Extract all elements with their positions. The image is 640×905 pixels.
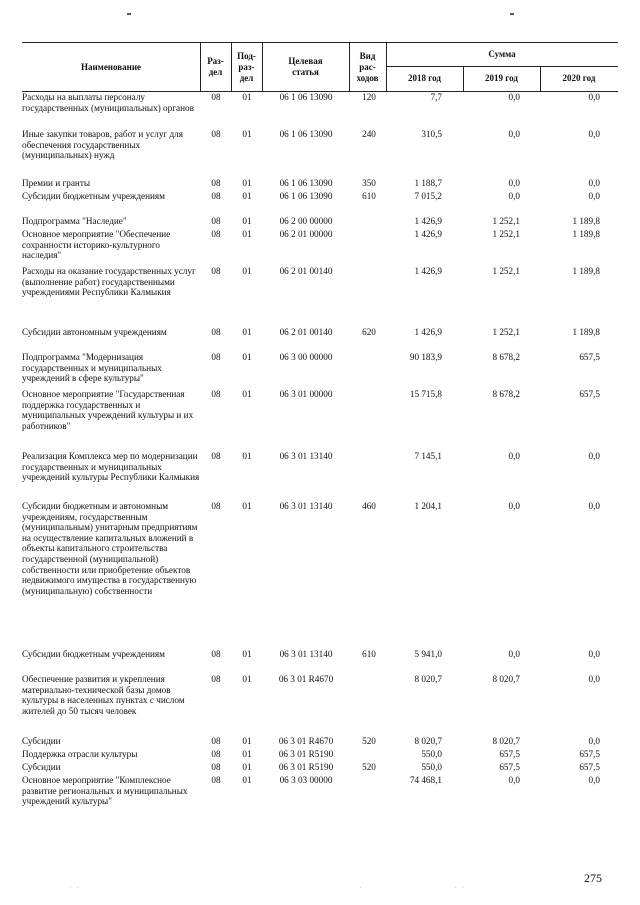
row-sum-2018: 1 204,1 — [414, 501, 442, 511]
row-expense-type: 520 — [362, 736, 376, 746]
row-section: 08 — [211, 92, 221, 102]
row-name: Субсидии бюджетным и автономным учреждениям, государственным (муниципальным) унитарным предприятиям на осуществление капитальных вложений в объекты капитального строительства государственной (муниципальной) собственности или приобретение объектов недвижимого имущества в государственную (муниципальную) собственности — [22, 501, 198, 596]
row-expense-type: 350 — [362, 178, 376, 188]
scan-noise: . . — [70, 884, 81, 890]
scan-mark — [510, 13, 514, 15]
row-target: 06 3 01 R5190 — [278, 749, 334, 759]
row-name: Расходы на оказание государственных услуг (выполнение работ) государственными учреждениями Республики Калмыкия — [22, 266, 196, 298]
row-section: 08 — [211, 327, 221, 337]
row-name: Субсидии — [22, 762, 61, 772]
row-sum-2019: 0,0 — [508, 775, 520, 785]
row-sum-2018: 8 020,7 — [414, 674, 442, 684]
row-sum-2019: 0,0 — [508, 649, 520, 659]
row-target: 06 3 01 13140 — [279, 501, 333, 511]
row-sum-2020: 1 189,8 — [572, 216, 600, 226]
row-sum-2018: 5 941,0 — [414, 649, 442, 659]
row-subsection: 01 — [242, 736, 252, 746]
row-sum-2018: 7 015,2 — [414, 191, 442, 201]
row-name: Подпрограмма "Модернизация государственных и муниципальных учреждений в сфере культуры" — [22, 352, 162, 384]
row-target: 06 1 06 13090 — [279, 92, 333, 102]
row-target: 06 2 01 00000 — [279, 229, 333, 239]
row-sum-2020: 0,0 — [588, 736, 600, 746]
row-sum-2018: 550,0 — [421, 749, 442, 759]
row-sum-2018: 1 426,9 — [414, 266, 442, 276]
row-sum-2020: 657,5 — [579, 352, 600, 362]
row-sum-2019: 0,0 — [508, 129, 520, 139]
row-sum-2018: 1 426,9 — [414, 229, 442, 239]
row-section: 08 — [211, 649, 221, 659]
row-sum-2020: 0,0 — [588, 451, 600, 461]
row-sum-2019: 0,0 — [508, 178, 520, 188]
row-target: 06 2 00 00000 — [279, 216, 333, 226]
header-section: Раз- дел — [207, 56, 224, 77]
scan-noise: . — [360, 884, 364, 890]
row-sum-2019: 8 678,2 — [492, 352, 520, 362]
header-subsection: Под- раз- дел — [237, 50, 256, 83]
row-sum-2018: 90 183,9 — [409, 352, 442, 362]
row-sum-2019: 8 020,7 — [492, 674, 520, 684]
row-subsection: 01 — [242, 762, 252, 772]
row-subsection: 01 — [242, 266, 252, 276]
row-subsection: 01 — [242, 501, 252, 511]
row-name: Премии и гранты — [22, 178, 91, 188]
row-section: 08 — [211, 389, 221, 399]
row-subsection: 01 — [242, 216, 252, 226]
row-section: 08 — [211, 501, 221, 511]
row-sum-2018: 1 188,7 — [414, 178, 442, 188]
row-subsection: 01 — [242, 649, 252, 659]
row-sum-2020: 0,0 — [588, 501, 600, 511]
scan-mark — [127, 13, 131, 15]
row-name: Основное мероприятие "Государственная поддержка государственных и муниципальных учреждений культуры и их работников" — [22, 389, 194, 431]
row-section: 08 — [211, 229, 221, 239]
row-expense-type: 520 — [362, 762, 376, 772]
row-sum-2019: 8 020,7 — [492, 736, 520, 746]
row-subsection: 01 — [242, 129, 252, 139]
row-subsection: 01 — [242, 178, 252, 188]
row-sum-2019: 1 252,1 — [492, 327, 520, 337]
row-sum-2019: 0,0 — [508, 501, 520, 511]
row-section: 08 — [211, 451, 221, 461]
row-sum-2020: 1 189,8 — [572, 266, 600, 276]
header-year-2020: 2020 год — [562, 73, 596, 83]
header-target: Целевая статья — [288, 56, 323, 77]
row-sum-2019: 1 252,1 — [492, 216, 520, 226]
row-subsection: 01 — [242, 775, 252, 785]
row-sum-2018: 550,0 — [421, 762, 442, 772]
row-expense-type: 240 — [362, 129, 376, 139]
row-subsection: 01 — [242, 352, 252, 362]
row-name: Иные закупки товаров, работ и услуг для обеспечения государственных (муниципальных) нужд — [22, 129, 183, 161]
row-section: 08 — [211, 775, 221, 785]
row-name: Субсидии бюджетным учреждениям — [22, 191, 165, 201]
row-sum-2019: 8 678,2 — [492, 389, 520, 399]
row-target: 06 1 06 13090 — [279, 129, 333, 139]
row-sum-2020: 657,5 — [579, 762, 600, 772]
row-sum-2020: 0,0 — [588, 178, 600, 188]
row-sum-2020: 0,0 — [588, 775, 600, 785]
row-sum-2019: 0,0 — [508, 451, 520, 461]
row-name: Обеспечение развития и укрепления материально-технической базы домов культуры в населенных пунктах с числом жителей до 50 тысяч человек — [22, 674, 185, 716]
row-sum-2019: 1 252,1 — [492, 229, 520, 239]
row-sum-2020: 0,0 — [588, 92, 600, 102]
header-expense-type: Вид рас- ходов — [356, 50, 379, 83]
row-section: 08 — [211, 674, 221, 684]
header-name: Наименование — [81, 61, 141, 72]
row-sum-2018: 15 715,8 — [409, 389, 442, 399]
row-sum-2019: 0,0 — [508, 191, 520, 201]
row-name: Подпрограмма "Наследие" — [22, 216, 127, 226]
row-sum-2019: 1 252,1 — [492, 266, 520, 276]
table-header — [22, 42, 618, 92]
scan-noise: . . — [455, 884, 466, 890]
header-year-2018: 2018 год — [408, 73, 441, 83]
row-name: Основное мероприятие "Комплексное развитие региональных и муниципальных учреждений культуры" — [22, 775, 188, 807]
row-section: 08 — [211, 178, 221, 188]
row-sum-2020: 0,0 — [588, 191, 600, 201]
page-number: 275 — [584, 871, 602, 885]
row-target: 06 1 06 13090 — [279, 178, 333, 188]
row-target: 06 3 01 13140 — [279, 649, 333, 659]
row-name: Основное мероприятие "Обеспечение сохранности историко-культурного наследия" — [22, 229, 171, 261]
row-subsection: 01 — [242, 327, 252, 337]
row-sum-2020: 1 189,8 — [572, 327, 600, 337]
row-target: 06 3 01 13140 — [279, 451, 333, 461]
row-subsection: 01 — [242, 451, 252, 461]
row-sum-2020: 657,5 — [579, 749, 600, 759]
row-sum-2018: 1 426,9 — [414, 327, 442, 337]
row-target: 06 3 01 R4670 — [278, 736, 334, 746]
row-section: 08 — [211, 762, 221, 772]
row-sum-2018: 1 426,9 — [414, 216, 442, 226]
row-expense-type: 610 — [362, 649, 376, 659]
row-section: 08 — [211, 266, 221, 276]
row-section: 08 — [211, 736, 221, 746]
row-subsection: 01 — [242, 191, 252, 201]
row-sum-2019: 0,0 — [508, 92, 520, 102]
row-target: 06 3 03 00000 — [279, 775, 333, 785]
row-sum-2018: 7,7 — [430, 92, 442, 102]
row-section: 08 — [211, 191, 221, 201]
row-sum-2018: 310,5 — [421, 129, 442, 139]
row-target: 06 3 01 00000 — [279, 389, 333, 399]
row-sum-2019: 657,5 — [499, 749, 520, 759]
row-target: 06 3 01 R5190 — [278, 762, 334, 772]
row-target: 06 2 01 00140 — [279, 327, 333, 337]
row-sum-2019: 657,5 — [499, 762, 520, 772]
row-sum-2020: 0,0 — [588, 649, 600, 659]
row-sum-2018: 74 468,1 — [409, 775, 442, 785]
row-sum-2020: 0,0 — [588, 674, 600, 684]
row-subsection: 01 — [242, 749, 252, 759]
header-sum: Сумма — [488, 49, 516, 59]
row-section: 08 — [211, 129, 221, 139]
row-name: Субсидии — [22, 736, 61, 746]
row-name: Субсидии автономным учреждениям — [22, 327, 167, 337]
row-expense-type: 620 — [362, 327, 376, 337]
row-name: Расходы на выплаты персоналу государственных (муниципальных) органов — [22, 92, 194, 113]
row-sum-2020: 1 189,8 — [572, 229, 600, 239]
row-sum-2018: 7 145,1 — [414, 451, 442, 461]
row-expense-type: 460 — [362, 501, 376, 511]
row-target: 06 3 00 00000 — [279, 352, 333, 362]
row-subsection: 01 — [242, 674, 252, 684]
row-name: Реализация Комплекса мер по модернизации государственных и муниципальных учреждений культуры Республики Калмыкия — [22, 451, 200, 483]
row-subsection: 01 — [242, 92, 252, 102]
row-target: 06 3 01 R4670 — [278, 674, 334, 684]
row-expense-type: 120 — [362, 92, 376, 102]
row-name: Поддержка отрасли культуры — [22, 749, 138, 759]
row-sum-2020: 0,0 — [588, 129, 600, 139]
row-section: 08 — [211, 216, 221, 226]
row-target: 06 1 06 13090 — [279, 191, 333, 201]
row-sum-2018: 8 020,7 — [414, 736, 442, 746]
row-expense-type: 610 — [362, 191, 376, 201]
row-sum-2020: 657,5 — [579, 389, 600, 399]
header-year-2019: 2019 год — [485, 73, 518, 83]
row-name: Субсидии бюджетным учреждениям — [22, 649, 165, 659]
row-subsection: 01 — [242, 389, 252, 399]
row-subsection: 01 — [242, 229, 252, 239]
row-section: 08 — [211, 352, 221, 362]
row-target: 06 2 01 00140 — [279, 266, 333, 276]
row-section: 08 — [211, 749, 221, 759]
